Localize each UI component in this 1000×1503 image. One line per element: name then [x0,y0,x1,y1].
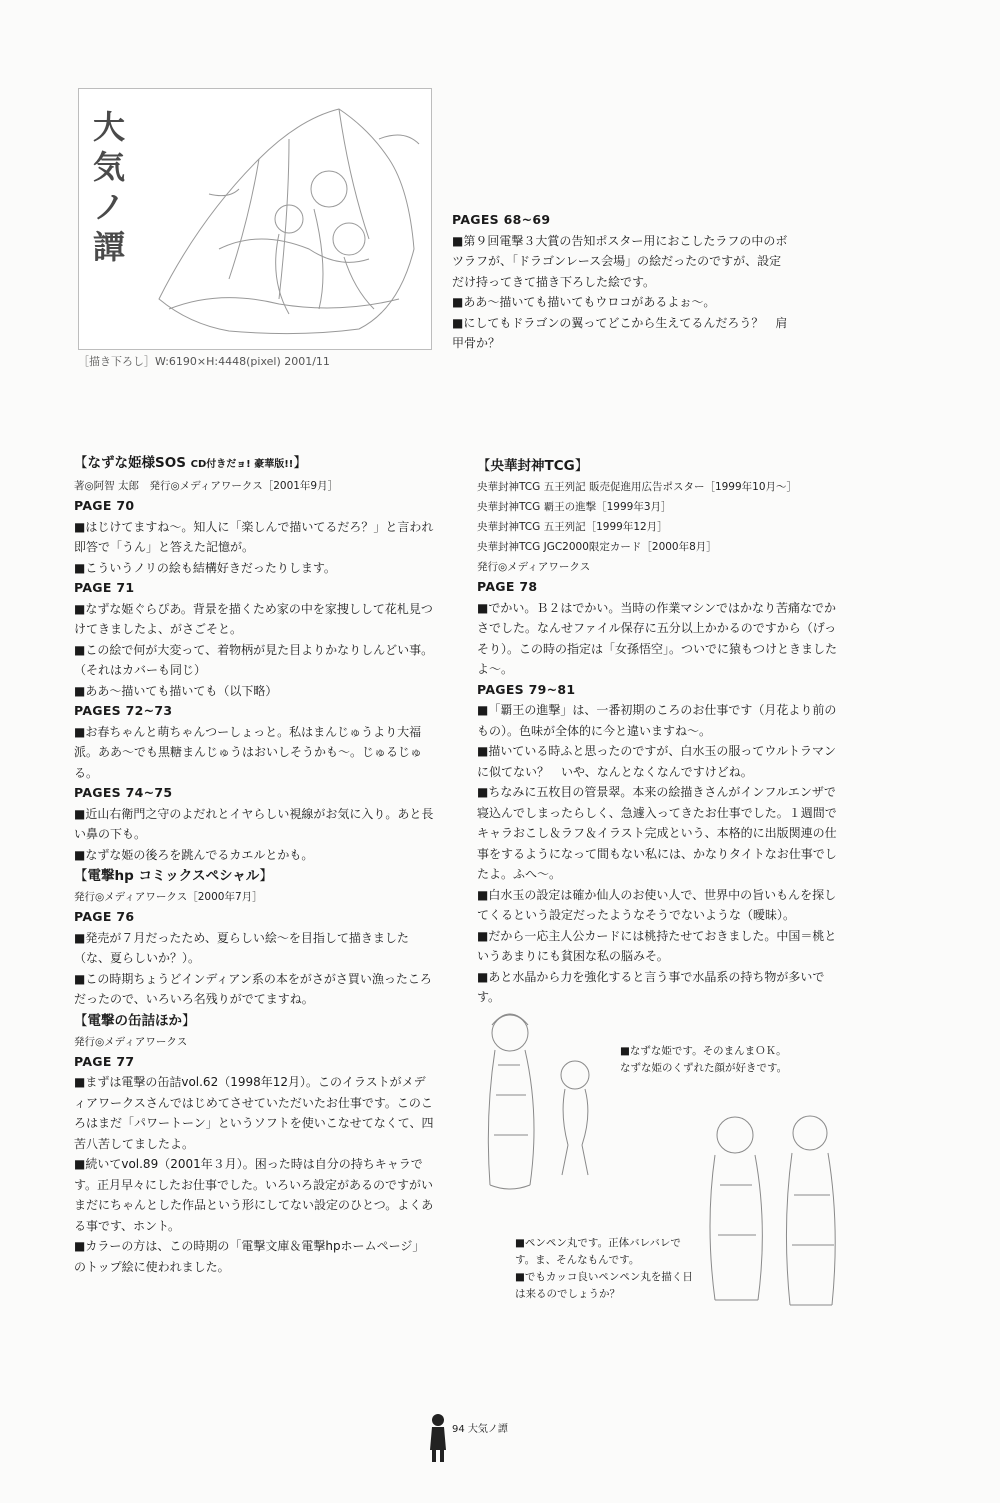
paragraph: ■ちなみに五枚目の管景翠。本来の絵描きさんがインフルエンザで寝込んでしまったらしく、急遽入ってきたお仕事でした。１週間でキャラおこし＆ラフ＆イラスト完成という、本格的に出版関連の仕事をするようになって間もない私には、かなりタイトなお仕事でしたよ。ふへ～。 [477,785,837,881]
page-heading: PAGE 70 [74,498,135,513]
section-title-kanzume: 【電撃の缶詰ほか】 [74,1012,196,1029]
paragraph: ■お春ちゃんと萌ちゃんつーしょっと。私はまんじゅうより大福派。ああ～でも黒糖まんじゅうはおいしそうかも～。じゅるじゅる。 [74,724,423,780]
credit-line: 央華封神TCG 五王列記 販売促進用広告ポスター［1999年10月～］ [477,481,798,493]
paragraph: ■描いている時ふと思ったのですが、白水玉の服ってウルトラマンに似てない？ いや、なんとなくなんですけどね。 [477,744,836,779]
penpenmaru-sketch [690,1105,860,1315]
credit-line: 央華封神TCG JGC2000限定カード［2000年8月］ [477,541,717,553]
paragraph: ■はじけてますね～。知人に「楽しんで描いてるだろ？」と言われ即答で「うん」と答えた記憶が。 [74,519,434,554]
page-heading: PAGE 76 [74,909,135,924]
dragon-illustration [139,99,424,339]
paragraph: ■カラーの方は、この時期の「電撃文庫＆電撃hpホームページ」のトップ絵に使われました。 [74,1239,425,1274]
paragraph: ■でかい。Ｂ２はでかい。当時の作業マシンではかなり苦痛なでかさでした。なんせファイル保存に五分以上かかるのですから（げっそり）。この時の指定は「女孫悟空」。ついでに猿もつけときましたよ～。 [477,600,838,676]
page-heading: PAGES 79~81 [477,681,576,697]
nazuna-note: ■なずな姫です。そのまんまＯＫ。 なずな姫のくずれた顔が好きです。 [620,1045,788,1074]
illustration-caption: ［描き下ろし］W:6190×H:4448(pixel) 2001/11 [78,355,330,368]
intro-para: ■にしてもドラゴンの翼ってどこから生えてるんだろう？ 肩甲骨か？ [452,315,788,350]
paragraph: ■近山右衛門之守のよだれとイヤらしい視線がお気に入り。あと長い鼻の下も。 [74,806,434,841]
page-heading: PAGE 77 [74,1053,135,1069]
paragraph: ■この時期ちょうどインディアン系の本をがさがさ買い漁ったころだったので、いろいろ名残りがでてますね。 [74,971,432,1006]
page-heading: PAGES 72~73 [74,703,173,718]
illustration-frame [78,88,432,350]
credit-line: 発行◎メディアワークス [74,1035,188,1048]
credit-line: 発行◎メディアワークス［2000年7月］ [74,891,263,903]
section-title-nazuna: 【なずな姫様SOS CD付きだョ! 豪華版!!】 [74,455,307,471]
right-column [477,455,837,1008]
credit-line: 発行◎メディアワークス [477,561,591,573]
paragraph: ■白水玉の設定は確か仙人のお使い人で、世界中の旨いもんを探してくるという設定だったようなそうでないような（曖昧）。 [477,887,837,922]
credit-line: 央華封神TCG 五王列記［1999年12月］ [477,521,668,533]
intro-block [452,210,792,354]
paragraph: ■この絵で何が大変って、着物柄が見た目よりかなりしんどい事。（それはカバーも同じ） [74,642,434,677]
section-title-dengeki-hp: 【電撃hp コミックスペシャル】 [74,868,273,884]
intro-para: ■第９回電撃３大賞の告知ポスター用におこしたラフの中のボツラフが、「ドラゴンレース会場」の絵だったのですが、設定だけ持ってきて描き下ろした絵です。 [452,233,788,289]
credit-line: 央華封神TCG 覇王の進撃［1999年3月］ [477,501,672,513]
paragraph: ■あと水晶から力を強化すると言う事で水晶系の持ち物が多いです。 [477,969,825,1004]
credit-line: 著◎阿智 太郎 発行◎メディアワークス［2001年9月］ [74,480,339,492]
paragraph: ■こういうノリの絵も結構好きだったりします。 [74,560,336,575]
page-heading: PAGE 78 [477,579,538,594]
paragraph: ■なずな姫ぐらぴあ。背景を描くため家の中を家捜しして花札見つけてきましたよ、がさごそと。 [74,601,433,636]
footer-figure-icon [426,1412,450,1466]
paragraph: ■発売が７月だったため、夏らしい絵～を目指して描きました（な、夏らしいか？）。 [74,930,409,965]
nazuna-sketch [470,1005,620,1195]
paragraph: ■続いてvol.89（2001年３月）。困った時は自分の持ちキャラです。正月早々にしたお仕事でした。いろいろ設定があるのですがいまだにちゃんとした作品という形にしてない設定のひとつ。よくある事です、ホント。 [74,1157,434,1233]
paragraph: ■「覇王の進撃」は、一番初期のころのお仕事です（月花より前のもの）。色味が全体的に今と違いますね～。 [477,703,837,738]
section-title-ouka: 【央華封神TCG】 [477,458,589,474]
penpenmaru-note: ■ペンペン丸です。正体バレバレです。ま、そんなもんです。 ■でもカッコ良いペンペン丸を描く日は来るのでしょうか？ [515,1237,693,1300]
left-column [74,452,434,1277]
page-number: 94 大気ノ譚 [452,1424,508,1435]
intro-pages-heading: PAGES 68~69 [452,212,551,227]
paragraph: ■なずな姫の後ろを跳んでるカエルとかも。 [74,847,314,862]
paragraph: ■だから一応主人公カードには桃持たせておきました。中国＝桃というあまりにも貧困な私の脳みそ。 [477,928,837,963]
paragraph: ■ああ～描いても描いても（以下略） [74,683,278,698]
intro-para: ■ああ～描いても描いてもウロコがあるよぉ～。 [452,295,716,309]
paragraph: ■まずは電撃の缶詰vol.62（1998年12月）。このイラストがメディアワークスさんではじめてさせていただいたお仕事です。このころはまだ「パワートーン」というソフトを使いこなせてなくて、四苦八苦してましたよ。 [74,1075,434,1151]
page-heading: PAGES 74~75 [74,785,173,800]
illustration-title: 大気ノ譚 [92,108,125,266]
page-heading: PAGE 71 [74,580,135,595]
